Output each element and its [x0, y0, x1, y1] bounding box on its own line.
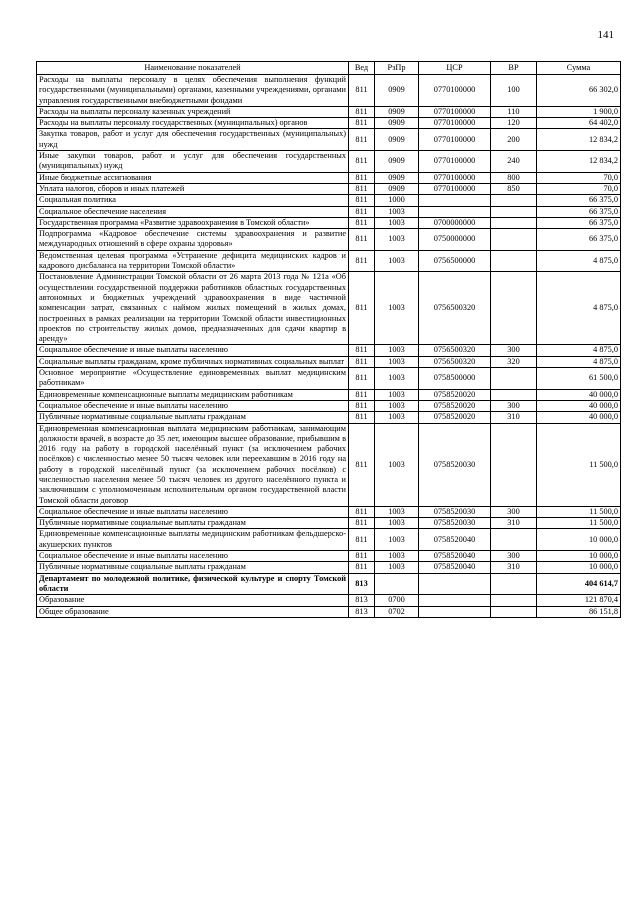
table-row — [37, 606, 621, 617]
table-row — [37, 206, 621, 217]
cell-sum: 4 875,0 — [537, 356, 621, 367]
cell-ved: 811 — [349, 129, 375, 151]
cell-rzpr: 0909 — [375, 118, 419, 129]
cell-sum: 40 000,0 — [537, 400, 621, 411]
cell-name: Иные бюджетные ассигнования — [37, 172, 349, 183]
cell-name: Социальная политика — [37, 195, 349, 206]
table-row — [37, 250, 621, 272]
cell-ved: 811 — [349, 423, 375, 506]
cell-vr — [491, 606, 537, 617]
cell-sum: 121 870,4 — [537, 595, 621, 606]
table-row — [37, 412, 621, 423]
cell-rzpr: 0909 — [375, 106, 419, 117]
cell-sum: 404 614,7 — [537, 573, 621, 595]
cell-name: Расходы на выплаты персоналу в целях обеспечения выполнения функций государственными (муниципальными) органами, казенными учреждениями, органами управления государственными внебюджетными фондами — [37, 75, 349, 107]
cell-sum: 10 000,0 — [537, 551, 621, 562]
cell-ved: 811 — [349, 412, 375, 423]
cell-csr: 0770100000 — [419, 75, 491, 107]
header-vr: ВР — [491, 62, 537, 75]
cell-name: Социальные выплаты гражданам, кроме публичных нормативных социальных выплат — [37, 356, 349, 367]
cell-sum: 10 000,0 — [537, 529, 621, 551]
cell-csr: 0758520030 — [419, 423, 491, 506]
table-row — [37, 106, 621, 117]
cell-ved: 811 — [349, 75, 375, 107]
table-row — [37, 506, 621, 517]
cell-csr — [419, 206, 491, 217]
cell-rzpr: 0909 — [375, 183, 419, 194]
cell-csr: 0758520030 — [419, 518, 491, 529]
cell-vr — [491, 573, 537, 595]
cell-rzpr: 1003 — [375, 506, 419, 517]
cell-rzpr: 0909 — [375, 129, 419, 151]
cell-rzpr: 1003 — [375, 272, 419, 345]
cell-csr: 0770100000 — [419, 183, 491, 194]
cell-csr: 0700000000 — [419, 217, 491, 228]
cell-ved: 811 — [349, 345, 375, 356]
cell-sum: 40 000,0 — [537, 389, 621, 400]
cell-rzpr: 1003 — [375, 206, 419, 217]
cell-sum: 40 000,0 — [537, 412, 621, 423]
table-body — [37, 75, 621, 618]
cell-vr: 320 — [491, 356, 537, 367]
table-row — [37, 151, 621, 173]
budget-table — [36, 61, 621, 618]
cell-rzpr: 1003 — [375, 518, 419, 529]
cell-name: Иные закупки товаров, работ и услуг для обеспечения государственных (муниципальных) нужд — [37, 151, 349, 173]
cell-rzpr: 1003 — [375, 529, 419, 551]
cell-name: Социальное обеспечение населения — [37, 206, 349, 217]
cell-vr: 110 — [491, 106, 537, 117]
cell-csr: 0770100000 — [419, 129, 491, 151]
table-row — [37, 518, 621, 529]
cell-rzpr: 1003 — [375, 345, 419, 356]
cell-rzpr: 1003 — [375, 562, 419, 573]
cell-name: Закупка товаров, работ и услуг для обеспечения государственных (муниципальных) нужд — [37, 129, 349, 151]
table-row — [37, 595, 621, 606]
table-row — [37, 75, 621, 107]
cell-name: Образование — [37, 595, 349, 606]
cell-vr: 300 — [491, 506, 537, 517]
cell-ved: 811 — [349, 562, 375, 573]
cell-ved: 811 — [349, 195, 375, 206]
cell-sum: 4 875,0 — [537, 272, 621, 345]
cell-vr — [491, 206, 537, 217]
cell-name: Общее образование — [37, 606, 349, 617]
cell-vr — [491, 529, 537, 551]
cell-csr: 0756500000 — [419, 250, 491, 272]
cell-name: Уплата налогов, сборов и иных платежей — [37, 183, 349, 194]
table-row — [37, 118, 621, 129]
cell-vr: 310 — [491, 412, 537, 423]
header-rzpr: РзПр — [375, 62, 419, 75]
cell-vr: 100 — [491, 75, 537, 107]
table-row — [37, 217, 621, 228]
cell-name: Основное мероприятие «Осуществление единовременных выплат медицинским работникам» — [37, 368, 349, 390]
cell-csr — [419, 595, 491, 606]
cell-name: Публичные нормативные социальные выплаты гражданам — [37, 518, 349, 529]
table-row — [37, 183, 621, 194]
cell-sum: 66 375,0 — [537, 229, 621, 251]
header-ved: Вед — [349, 62, 375, 75]
table-row — [37, 195, 621, 206]
table-row — [37, 551, 621, 562]
cell-name: Публичные нормативные социальные выплаты гражданам — [37, 562, 349, 573]
cell-ved: 811 — [349, 106, 375, 117]
cell-csr: 0770100000 — [419, 118, 491, 129]
cell-name: Социальное обеспечение и иные выплаты населению — [37, 551, 349, 562]
cell-csr: 0756500320 — [419, 272, 491, 345]
cell-csr: 0756500320 — [419, 356, 491, 367]
cell-vr: 200 — [491, 129, 537, 151]
table-row — [37, 562, 621, 573]
cell-rzpr: 1003 — [375, 250, 419, 272]
cell-name: Ведомственная целевая программа «Устранение дефицита медицинских кадров и кадрового дисбаланса на территории Томской области» — [37, 250, 349, 272]
cell-ved: 811 — [349, 229, 375, 251]
cell-csr: 0758520030 — [419, 506, 491, 517]
cell-sum: 4 875,0 — [537, 345, 621, 356]
cell-name: Государственная программа «Развитие здравоохранения в Томской области» — [37, 217, 349, 228]
cell-name: Публичные нормативные социальные выплаты гражданам — [37, 412, 349, 423]
cell-vr — [491, 272, 537, 345]
cell-sum: 11 500,0 — [537, 518, 621, 529]
cell-sum: 66 375,0 — [537, 206, 621, 217]
cell-rzpr: 1003 — [375, 412, 419, 423]
cell-sum: 11 500,0 — [537, 423, 621, 506]
cell-sum: 12 834,2 — [537, 151, 621, 173]
table-row — [37, 172, 621, 183]
cell-ved: 813 — [349, 595, 375, 606]
table-row — [37, 272, 621, 345]
cell-ved: 813 — [349, 573, 375, 595]
cell-ved: 811 — [349, 368, 375, 390]
cell-name: Расходы на выплаты персоналу государственных (муниципальных) органов — [37, 118, 349, 129]
cell-rzpr: 1000 — [375, 195, 419, 206]
cell-vr — [491, 595, 537, 606]
cell-csr: 0758500000 — [419, 368, 491, 390]
cell-name: Подпрограмма «Кадровое обеспечение системы здравоохранения и развитие международных отношений в сфере охраны здоровья» — [37, 229, 349, 251]
cell-sum: 10 000,0 — [537, 562, 621, 573]
cell-vr: 300 — [491, 345, 537, 356]
cell-rzpr: 1003 — [375, 356, 419, 367]
cell-vr: 800 — [491, 172, 537, 183]
cell-rzpr: 1003 — [375, 551, 419, 562]
table-row — [37, 129, 621, 151]
cell-sum: 61 500,0 — [537, 368, 621, 390]
cell-rzpr: 1003 — [375, 229, 419, 251]
cell-vr — [491, 229, 537, 251]
cell-vr: 850 — [491, 183, 537, 194]
cell-vr: 120 — [491, 118, 537, 129]
cell-rzpr: 1003 — [375, 400, 419, 411]
cell-sum: 70,0 — [537, 172, 621, 183]
cell-csr: 0756500320 — [419, 345, 491, 356]
cell-rzpr: 1003 — [375, 423, 419, 506]
cell-vr — [491, 423, 537, 506]
cell-ved: 811 — [349, 118, 375, 129]
cell-sum: 1 900,0 — [537, 106, 621, 117]
cell-name: Единовременная компенсационная выплата медицинским работникам, занимающим должности врачей, в возрасте до 35 лет, имеющим высшее образование, прибывшим в 2016 году на работу в городской населённый пункт (за исключением рабочих посёлков) с численностью менее 50 тысяч человек или переехавшим в 2016 году на работу в городской населённый пункт (за исключением рабочих посёлков) с численностью населения менее 50 тысяч человек из другого населённого пункта и заключившим с уполномоченным исполнительным органом государственной власти Томской области договор — [37, 423, 349, 506]
cell-vr — [491, 217, 537, 228]
page-number: 141 — [597, 29, 614, 41]
cell-name: Единовременные компенсационные выплаты медицинским работникам фельдшерско-акушерских пунктов — [37, 529, 349, 551]
header-name: Наименование показателей — [37, 62, 349, 75]
cell-csr — [419, 195, 491, 206]
cell-ved: 811 — [349, 356, 375, 367]
cell-vr: 240 — [491, 151, 537, 173]
cell-ved: 811 — [349, 551, 375, 562]
cell-rzpr: 0909 — [375, 151, 419, 173]
table-row — [37, 368, 621, 390]
cell-vr — [491, 250, 537, 272]
table-row — [37, 389, 621, 400]
cell-csr — [419, 573, 491, 595]
cell-vr: 300 — [491, 400, 537, 411]
cell-csr: 0758520020 — [419, 400, 491, 411]
cell-vr — [491, 195, 537, 206]
cell-sum: 86 151,8 — [537, 606, 621, 617]
cell-rzpr: 0700 — [375, 595, 419, 606]
cell-vr: 300 — [491, 551, 537, 562]
cell-name: Социальное обеспечение и иные выплаты населению — [37, 345, 349, 356]
cell-sum: 70,0 — [537, 183, 621, 194]
cell-csr: 0758520040 — [419, 551, 491, 562]
cell-vr: 310 — [491, 518, 537, 529]
cell-ved: 811 — [349, 272, 375, 345]
cell-ved: 811 — [349, 217, 375, 228]
cell-sum: 11 500,0 — [537, 506, 621, 517]
cell-rzpr: 0909 — [375, 75, 419, 107]
cell-rzpr: 1003 — [375, 368, 419, 390]
cell-vr — [491, 368, 537, 390]
table-row — [37, 573, 621, 595]
cell-ved: 811 — [349, 518, 375, 529]
cell-rzpr: 0702 — [375, 606, 419, 617]
cell-name: Расходы на выплаты персоналу казенных учреждений — [37, 106, 349, 117]
table-header-row — [37, 62, 621, 75]
cell-csr: 0770100000 — [419, 172, 491, 183]
cell-csr — [419, 606, 491, 617]
cell-csr: 0770100000 — [419, 106, 491, 117]
cell-sum: 66 375,0 — [537, 195, 621, 206]
cell-name: Социальное обеспечение и иные выплаты населению — [37, 400, 349, 411]
cell-csr: 0758520020 — [419, 389, 491, 400]
cell-rzpr: 0909 — [375, 172, 419, 183]
table-row — [37, 400, 621, 411]
cell-csr: 0758520040 — [419, 529, 491, 551]
cell-vr — [491, 389, 537, 400]
header-sum: Сумма — [537, 62, 621, 75]
table-row — [37, 229, 621, 251]
cell-rzpr — [375, 573, 419, 595]
table-row — [37, 423, 621, 506]
cell-sum: 66 375,0 — [537, 217, 621, 228]
cell-csr: 0758520020 — [419, 412, 491, 423]
cell-ved: 811 — [349, 529, 375, 551]
cell-rzpr: 1003 — [375, 389, 419, 400]
cell-name: Постановление Администрации Томской области от 26 марта 2013 года № 121а «Об осуществлении государственной поддержки работников областных государственных автономных и бюджетных учреждений здравоохранения в виде частичной компенсации затрат, связанных с наймом жилых помещений в жилых домах, построенных в рамках реализации на территории Томской области инвестиционных проектов по строительству жилых домов, предназначенных для сдачи квартир в аренду» — [37, 272, 349, 345]
cell-ved: 811 — [349, 183, 375, 194]
cell-sum: 64 402,0 — [537, 118, 621, 129]
table-row — [37, 529, 621, 551]
cell-ved: 813 — [349, 606, 375, 617]
header-csr: ЦСР — [419, 62, 491, 75]
cell-ved: 811 — [349, 151, 375, 173]
cell-ved: 811 — [349, 172, 375, 183]
table-row — [37, 345, 621, 356]
cell-sum: 12 834,2 — [537, 129, 621, 151]
cell-sum: 66 302,0 — [537, 75, 621, 107]
cell-ved: 811 — [349, 389, 375, 400]
cell-rzpr: 1003 — [375, 217, 419, 228]
cell-name: Департамент по молодежной политике, физической культуре и спорту Томской области — [37, 573, 349, 595]
cell-ved: 811 — [349, 250, 375, 272]
table-row — [37, 356, 621, 367]
cell-csr: 0770100000 — [419, 151, 491, 173]
cell-ved: 811 — [349, 206, 375, 217]
cell-ved: 811 — [349, 506, 375, 517]
cell-csr: 0750000000 — [419, 229, 491, 251]
cell-ved: 811 — [349, 400, 375, 411]
cell-name: Социальное обеспечение и иные выплаты населению — [37, 506, 349, 517]
cell-vr: 310 — [491, 562, 537, 573]
cell-name: Единовременные компенсационные выплаты медицинским работникам — [37, 389, 349, 400]
cell-csr: 0758520040 — [419, 562, 491, 573]
cell-sum: 4 875,0 — [537, 250, 621, 272]
